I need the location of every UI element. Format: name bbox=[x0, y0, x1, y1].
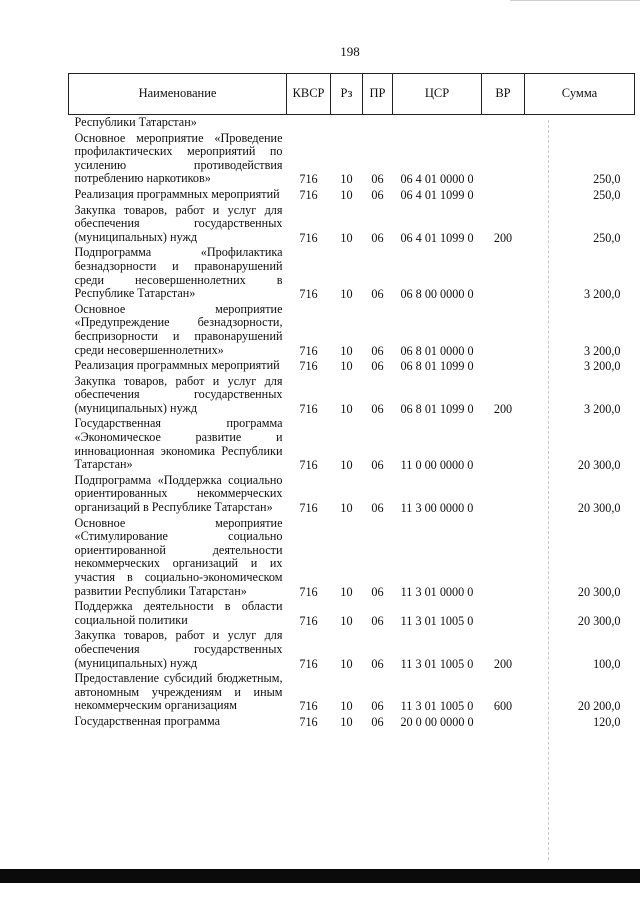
cell-vr bbox=[482, 131, 525, 187]
cell-kvsr: 716 bbox=[299, 501, 318, 516]
cell-vr bbox=[482, 416, 525, 472]
cell-kvsr: 716 bbox=[299, 584, 318, 599]
cell-vr bbox=[482, 473, 525, 516]
cell-kvsr: 716 bbox=[299, 401, 318, 416]
cell-name: Поддержка деятельности в области социальной политики bbox=[74, 599, 283, 627]
cell-sum: 20 300,0 bbox=[577, 501, 621, 516]
cell-pr: 06 bbox=[371, 230, 384, 245]
header-rz: Рз bbox=[331, 74, 363, 115]
scan-artifact-line bbox=[510, 0, 640, 1]
cell-name: Реализация программных мероприятий bbox=[74, 358, 280, 373]
cell-kvsr: 716 bbox=[299, 359, 318, 374]
cell-rz: 10 bbox=[340, 172, 353, 187]
cell-csr: 06 4 01 1099 0 bbox=[400, 230, 474, 245]
cell-vr: 200 bbox=[493, 401, 513, 416]
table-row bbox=[69, 671, 635, 714]
table-row bbox=[69, 374, 635, 417]
scan-artifact-dashed-line bbox=[548, 120, 549, 860]
cell-pr: 06 bbox=[371, 287, 384, 302]
cell-pr: 06 bbox=[371, 584, 384, 599]
cell-vr: 600 bbox=[493, 699, 513, 714]
cell-kvsr: 716 bbox=[299, 699, 318, 714]
table-row bbox=[69, 599, 635, 628]
cell-csr: 11 0 00 0000 0 bbox=[400, 458, 474, 473]
cell-name: Подпрограмма «Поддержка социально ориентированных некоммерческих организаций в Республике Татарстан» bbox=[74, 472, 283, 515]
cell-vr bbox=[482, 187, 525, 203]
cell-sum: 250,0 bbox=[593, 230, 621, 245]
table-row bbox=[69, 358, 635, 374]
cell-csr: 11 3 01 1005 0 bbox=[400, 699, 474, 714]
cell-csr: 06 4 01 0000 0 bbox=[400, 172, 474, 187]
cell-rz: 10 bbox=[340, 187, 353, 202]
cell-pr: 06 bbox=[371, 501, 384, 516]
cell-name: Основное мероприятие «Стимулирование социально ориентированной деятельности некоммерческих организаций и их участия в социально-экономическом развитии Республики Татарстан» bbox=[74, 515, 283, 598]
cell-sum: 250,0 bbox=[593, 187, 621, 202]
cell-sum: 3 200,0 bbox=[583, 401, 621, 416]
cell-rz: 10 bbox=[340, 343, 353, 358]
cell-pr: 06 bbox=[371, 401, 384, 416]
cell-csr: 20 0 00 0000 0 bbox=[400, 714, 474, 729]
cell-pr: 06 bbox=[371, 187, 384, 202]
cell-csr: 06 4 01 1099 0 bbox=[400, 187, 474, 202]
table-header-row bbox=[69, 74, 635, 115]
header-sum: Сумма bbox=[525, 74, 635, 115]
cell-csr: 06 8 01 1099 0 bbox=[400, 359, 474, 374]
cell-name: Основное мероприятие «Проведение профилактических мероприятий по усилению противодействия потреблению наркотиков» bbox=[74, 130, 283, 186]
cell-name: Закупка товаров, работ и услуг для обеспечения государственных (муниципальных) нужд bbox=[74, 202, 283, 244]
cell-vr bbox=[482, 245, 525, 301]
cell-rz: 10 bbox=[340, 287, 353, 302]
cell-name: Закупка товаров, работ и услуг для обеспечения государственных (муниципальных) нужд bbox=[74, 628, 283, 670]
table-row bbox=[69, 245, 635, 301]
header-kvsr: КВСР bbox=[287, 74, 331, 115]
cell-name: Реализация программных мероприятий bbox=[74, 186, 280, 201]
cell-pr: 06 bbox=[371, 613, 384, 628]
cell-kvsr: 716 bbox=[299, 343, 318, 358]
table-row bbox=[69, 516, 635, 600]
cell-kvsr: 716 bbox=[299, 458, 318, 473]
cell-sum: 20 300,0 bbox=[577, 613, 621, 628]
cell-sum: 20 300,0 bbox=[577, 458, 621, 473]
scan-bottom-bar bbox=[0, 869, 640, 883]
cell-kvsr: 716 bbox=[299, 230, 318, 245]
cell-kvsr: 716 bbox=[299, 187, 318, 202]
cell-rz: 10 bbox=[340, 359, 353, 374]
cell-vr: 200 bbox=[493, 656, 513, 671]
cell-sum bbox=[525, 115, 635, 131]
cell-rz: 10 bbox=[340, 714, 353, 729]
cell-pr: 06 bbox=[371, 172, 384, 187]
table-row bbox=[69, 115, 635, 131]
cell-csr: 11 3 01 1005 0 bbox=[400, 656, 474, 671]
cell-vr bbox=[482, 714, 525, 730]
cell-vr bbox=[482, 599, 525, 628]
cell-rz bbox=[331, 115, 363, 131]
cell-name: Республики Татарстан» bbox=[74, 115, 197, 129]
cell-pr: 06 bbox=[371, 458, 384, 473]
cell-sum: 120,0 bbox=[593, 714, 621, 729]
cell-sum: 3 200,0 bbox=[583, 359, 621, 374]
cell-kvsr bbox=[287, 115, 331, 131]
cell-rz: 10 bbox=[340, 230, 353, 245]
header-vr: ВР bbox=[482, 74, 525, 115]
cell-kvsr: 716 bbox=[299, 172, 318, 187]
cell-kvsr: 716 bbox=[299, 287, 318, 302]
cell-pr: 06 bbox=[371, 656, 384, 671]
cell-name: Подпрограмма «Профилактика безнадзорности и правонарушений среди несовершеннолетних в Республике Татарстан» bbox=[74, 245, 283, 301]
cell-sum: 250,0 bbox=[593, 172, 621, 187]
table-row bbox=[69, 628, 635, 671]
cell-vr bbox=[482, 302, 525, 358]
table-row bbox=[69, 473, 635, 516]
table-row bbox=[69, 131, 635, 187]
cell-rz: 10 bbox=[340, 501, 353, 516]
cell-pr: 06 bbox=[371, 699, 384, 714]
cell-rz: 10 bbox=[340, 613, 353, 628]
cell-csr: 06 8 01 1099 0 bbox=[400, 401, 474, 416]
cell-sum: 3 200,0 bbox=[583, 287, 621, 302]
table-row bbox=[69, 187, 635, 203]
header-pr: ПР bbox=[363, 74, 393, 115]
cell-kvsr: 716 bbox=[299, 613, 318, 628]
cell-pr: 06 bbox=[371, 359, 384, 374]
header-csr: ЦСР bbox=[393, 74, 482, 115]
cell-csr: 06 8 00 0000 0 bbox=[400, 287, 474, 302]
cell-vr bbox=[482, 115, 525, 131]
cell-name: Закупка товаров, работ и услуг для обеспечения государственных (муниципальных) нужд bbox=[74, 373, 283, 415]
cell-vr bbox=[482, 358, 525, 374]
table-row bbox=[69, 203, 635, 246]
cell-pr: 06 bbox=[371, 343, 384, 358]
cell-sum: 3 200,0 bbox=[583, 343, 621, 358]
header-name: Наименование bbox=[69, 74, 287, 115]
cell-rz: 10 bbox=[340, 656, 353, 671]
cell-name: Государственная программа «Экономическое развитие и инновационная экономика Республики Татарстан» bbox=[74, 416, 283, 472]
table-row bbox=[69, 302, 635, 358]
page-number: 198 bbox=[340, 44, 360, 59]
cell-rz: 10 bbox=[340, 458, 353, 473]
cell-csr: 11 3 01 1005 0 bbox=[400, 613, 474, 628]
cell-csr: 06 8 01 0000 0 bbox=[400, 343, 474, 358]
cell-sum: 20 200,0 bbox=[577, 699, 621, 714]
cell-sum: 20 300,0 bbox=[577, 584, 621, 599]
cell-name: Предоставление субсидий бюджетным, автономным учреждениям и иным некоммерческим организациям bbox=[74, 671, 283, 713]
cell-csr: 11 3 01 0000 0 bbox=[400, 584, 474, 599]
cell-name: Основное мероприятие «Предупреждение безнадзорности, беспризорности и правонарушений среди несовершеннолетних» bbox=[74, 301, 283, 357]
cell-csr: 11 3 00 0000 0 bbox=[400, 501, 474, 516]
cell-vr: 200 bbox=[493, 230, 513, 245]
cell-rz: 10 bbox=[340, 699, 353, 714]
table-body bbox=[69, 115, 635, 730]
cell-name: Государственная программа bbox=[74, 713, 221, 728]
cell-kvsr: 716 bbox=[299, 714, 318, 729]
cell-rz: 10 bbox=[340, 584, 353, 599]
cell-pr: 06 bbox=[371, 714, 384, 729]
cell-vr bbox=[482, 516, 525, 600]
cell-rz: 10 bbox=[340, 401, 353, 416]
table-row bbox=[69, 416, 635, 472]
cell-sum: 100,0 bbox=[593, 656, 621, 671]
budget-table bbox=[68, 73, 635, 730]
cell-kvsr: 716 bbox=[299, 656, 318, 671]
cell-pr bbox=[363, 115, 393, 131]
cell-csr bbox=[393, 115, 482, 131]
table-row bbox=[69, 714, 635, 730]
